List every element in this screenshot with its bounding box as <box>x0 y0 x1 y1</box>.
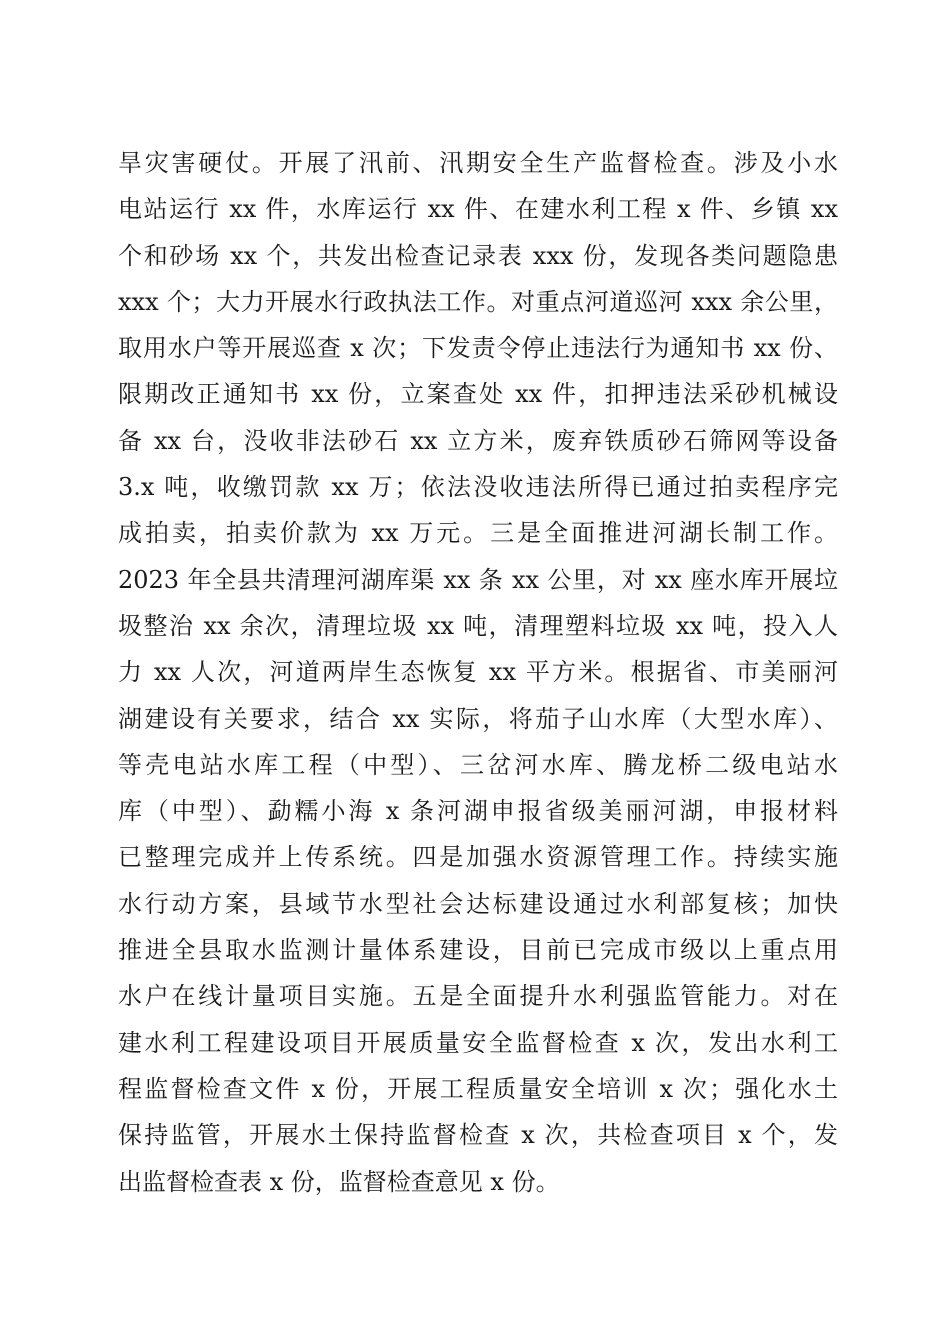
paragraph-line: 程监督检查文件 x 份，开展工程质量安全培训 x 次；强化水土 <box>118 1074 838 1103</box>
paragraph-line: 旱灾害硬仗。开展了汛前、汛期安全生产监督检查。涉及小水 <box>118 149 838 177</box>
paragraph-line: xxx 个；大力开展水行政执法工作。对重点河道巡河 xxx 余公里， <box>118 287 838 316</box>
paragraph-line: 保持监管，开展水土保持监督检查 x 次，共检查项目 x 个，发 <box>118 1121 838 1150</box>
paragraph-line: 备 xx 台，没收非法砂石 xx 立方米，废弃铁质砂石筛网等设备 <box>118 426 838 455</box>
paragraph-line: 电站运行 xx 件，水库运行 xx 件、在建水利工程 x 件、乡镇 xx <box>118 195 838 224</box>
paragraph-line: 成拍卖，拍卖价款为 xx 万元。三是全面推进河湖长制工作。 <box>118 519 838 548</box>
paragraph-line: 水户在线计量项目实施。五是全面提升水利强监管能力。对在 <box>118 982 838 1011</box>
paragraph-line: 建水利工程建设项目开展质量安全监督检查 x 次，发出水利工 <box>118 1028 838 1057</box>
paragraph-line: 个和砂场 xx 个，共发出检查记录表 xxx 份，发现各类问题隐患 <box>118 241 838 270</box>
paragraph-line: 库（中型）、勐糯小海 x 条河湖申报省级美丽河湖，申报材料 <box>118 797 838 826</box>
paragraph-line: 等壳电站水库工程（中型）、三岔河水库、腾龙桥二级电站水 <box>118 750 838 779</box>
paragraph-line: 出监督检查表 x 份，监督检查意见 x 份。 <box>118 1167 560 1196</box>
paragraph-line: 2023 年全县共清理河湖库渠 xx 条 xx 公里，对 xx 座水库开展垃 <box>118 565 838 594</box>
body-paragraph <box>118 140 838 1205</box>
paragraph-line: 水行动方案，县域节水型社会达标建设通过水利部复核；加快 <box>118 889 838 918</box>
paragraph-line: 圾整治 xx 余次，清理垃圾 xx 吨，清理塑料垃圾 xx 吨，投入人 <box>118 611 838 640</box>
paragraph-line: 取用水户等开展巡查 x 次；下发责令停止违法行为通知书 xx 份、 <box>118 334 838 363</box>
paragraph-line: 湖建设有关要求，结合 xx 实际，将茄子山水库（大型水库）、 <box>118 704 838 733</box>
paragraph-line: 已整理完成并上传系统。四是加强水资源管理工作。持续实施 <box>118 843 838 872</box>
paragraph-line: 力 xx 人次，河道两岸生态恢复 xx 平方米。根据省、市美丽河 <box>118 658 838 687</box>
paragraph-line: 限期改正通知书 xx 份，立案查处 xx 件，扣押违法采砂机械设 <box>118 380 838 409</box>
paragraph-line: 推进全县取水监测计量体系建设，目前已完成市级以上重点用 <box>118 936 838 965</box>
paragraph-line: 3.x 吨，收缴罚款 xx 万；依法没收违法所得已通过拍卖程序完 <box>118 473 838 502</box>
